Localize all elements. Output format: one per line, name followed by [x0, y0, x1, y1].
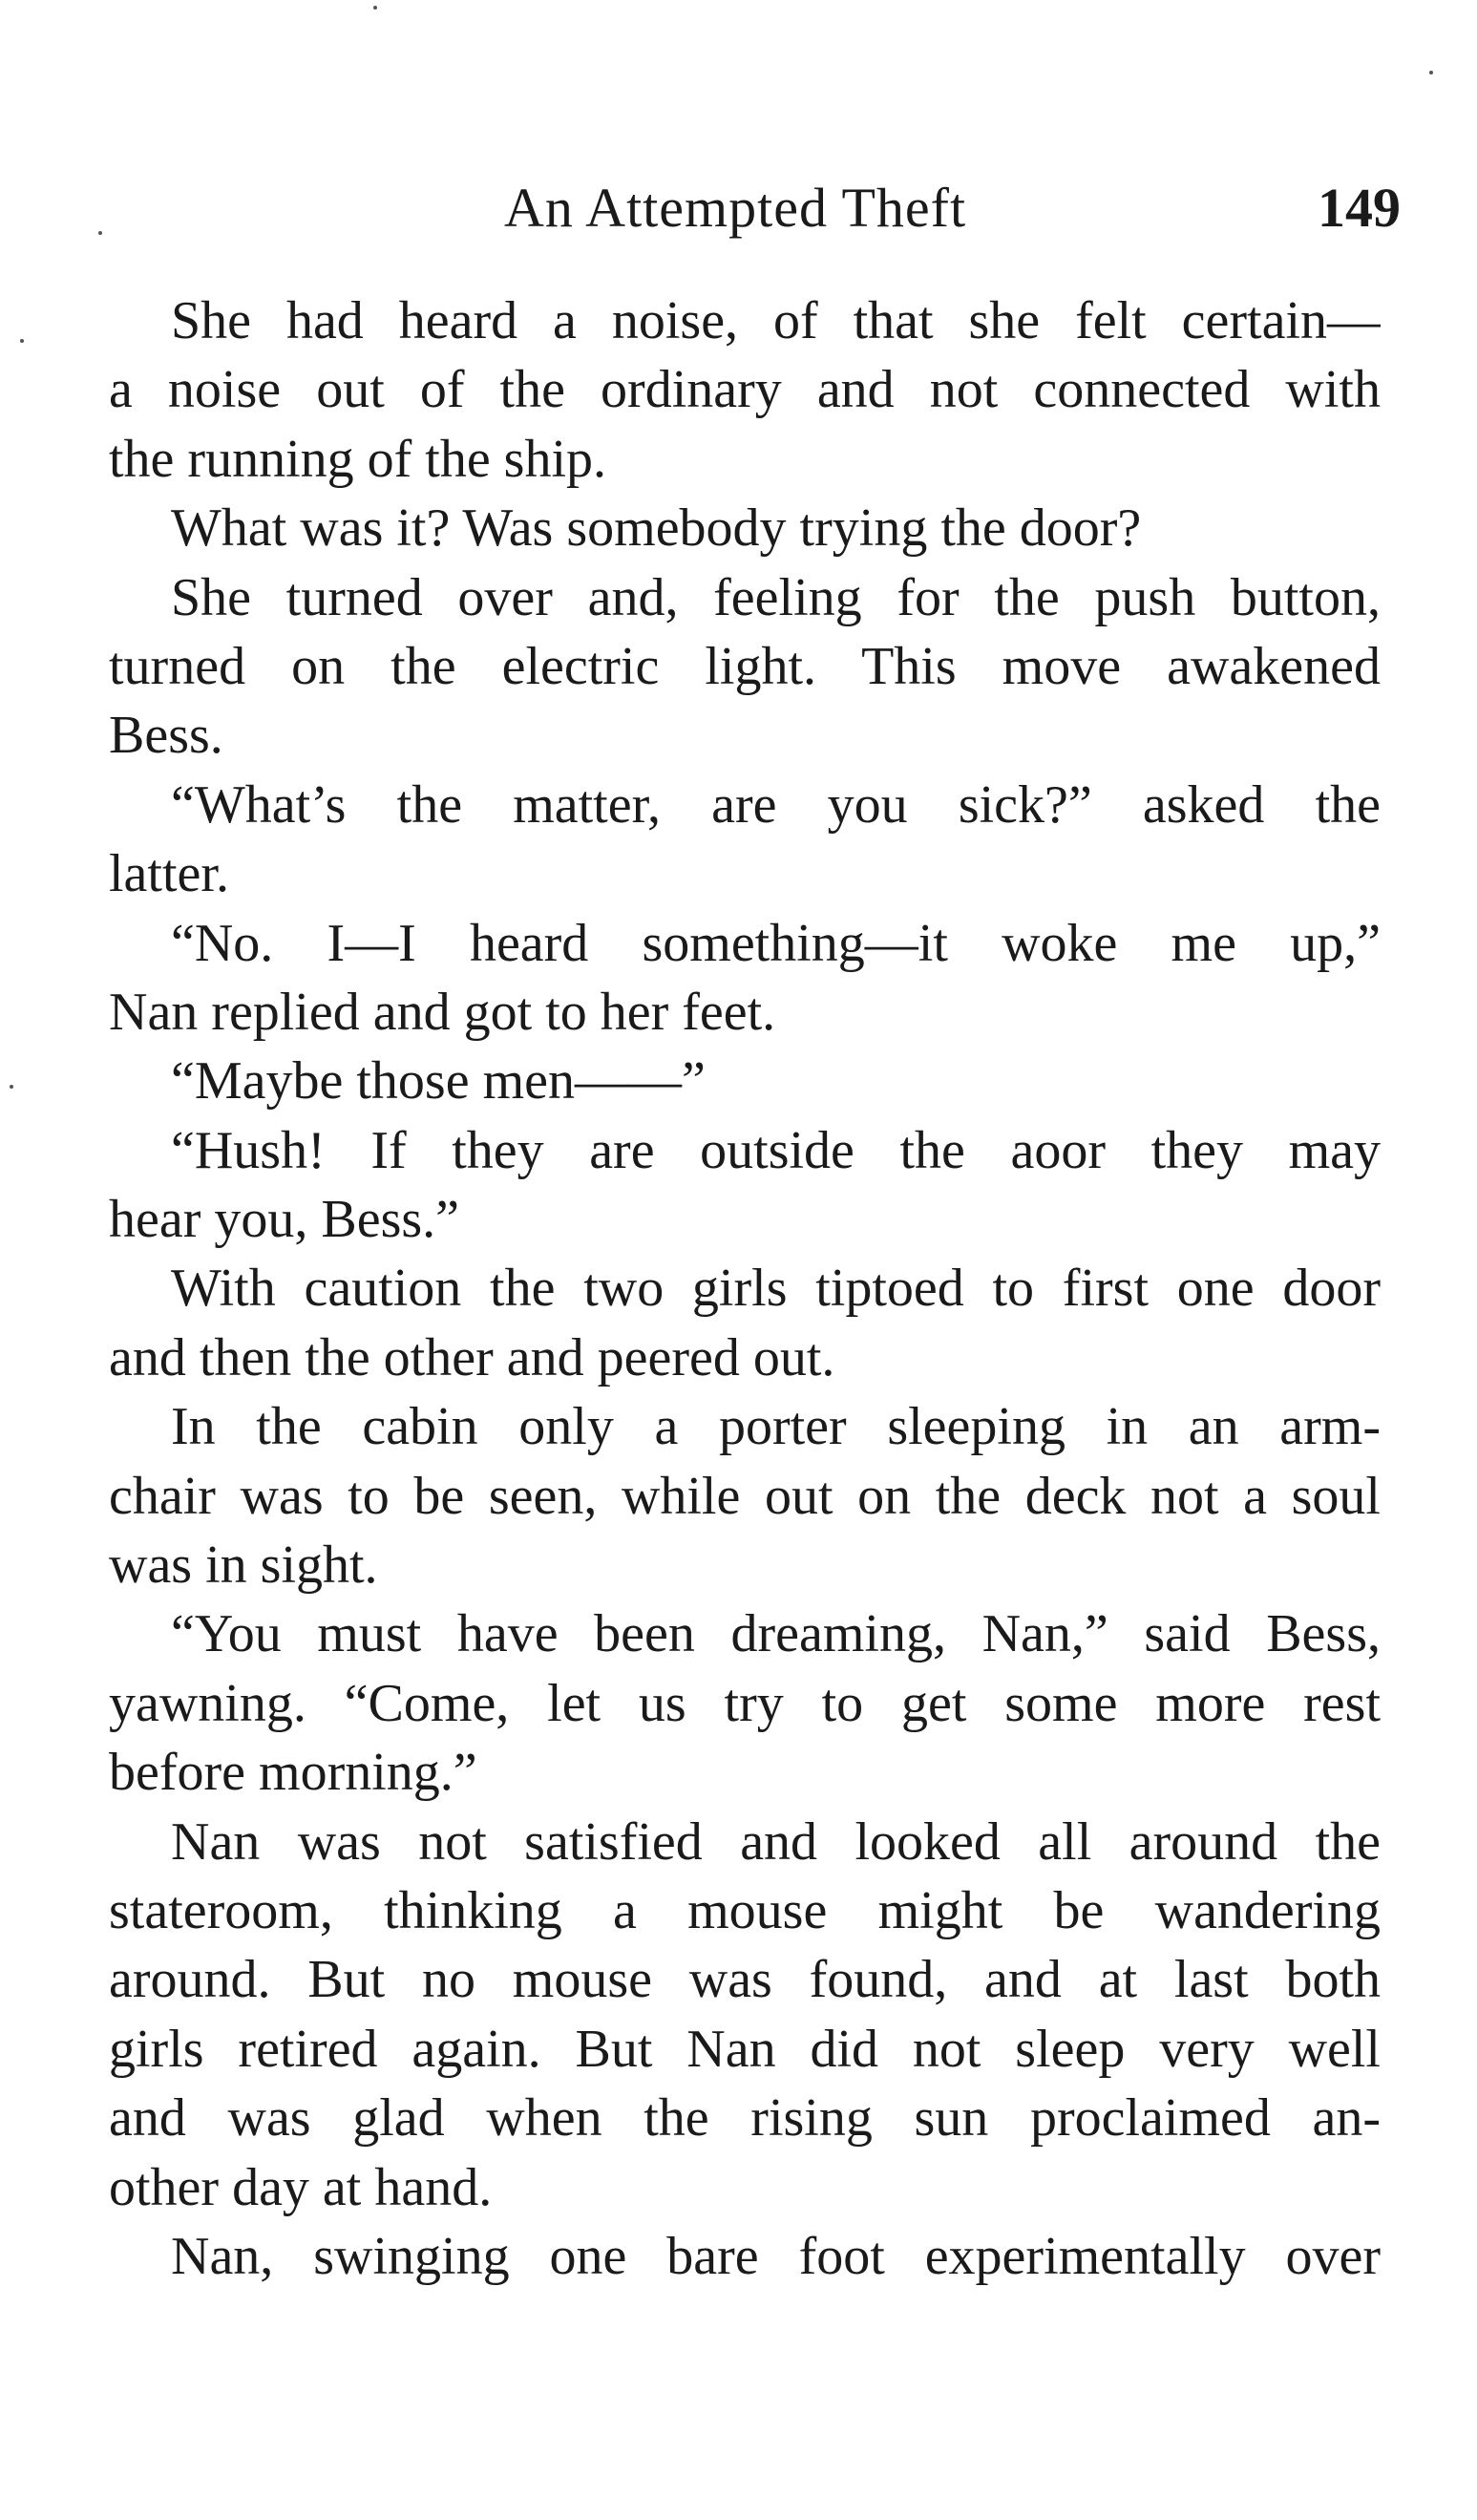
text-line: In the cabin only a porter sleeping in an arm-: [171, 1397, 1381, 1457]
paper-speck: [10, 1085, 13, 1089]
chapter-title: An Attempted Theft: [504, 177, 967, 239]
text-line: “What’s the matter, are you sick?” asked the: [171, 774, 1381, 835]
text-line: Bess.: [109, 706, 223, 766]
text-line: “Hush! If they are outside the aoor they may: [171, 1120, 1381, 1180]
text-line: With caution the two girls tiptoed to first one door: [171, 1259, 1381, 1319]
text-line: “Maybe those men——”: [171, 1051, 706, 1112]
text-line: a noise out of the ordinary and not connected with: [109, 360, 1381, 420]
text-line: Nan, swinging one bare foot experimentally over: [171, 2226, 1381, 2286]
text-line: and was glad when the rising sun proclaimed an-: [109, 2088, 1381, 2149]
text-line: was in sight.: [109, 1535, 378, 1596]
paper-speck: [1429, 71, 1433, 74]
text-line: before morning.”: [109, 1743, 477, 1803]
paper-speck: [373, 6, 377, 10]
text-line: latter.: [109, 844, 229, 904]
body-text: [109, 286, 1381, 2291]
text-line: hear you, Bess.”: [109, 1190, 460, 1250]
paper-speck: [20, 339, 24, 343]
text-line: stateroom, thinking a mouse might be wandering: [109, 1880, 1381, 1940]
text-line: “You must have been dreaming, Nan,” said Bess,: [171, 1604, 1381, 1664]
text-line: Nan was not satisfied and looked all around the: [171, 1811, 1381, 1872]
text-line: chair was to be seen, while out on the deck not a soul: [109, 1466, 1381, 1526]
page-number: 149: [1318, 177, 1401, 239]
text-line: other day at hand.: [109, 2157, 493, 2217]
text-line: girls retired again. But Nan did not sleep very well: [109, 2019, 1381, 2079]
text-line: “No. I—I heard something—it woke me up,”: [171, 913, 1381, 973]
text-line: turned on the electric light. This move awakened: [109, 636, 1381, 696]
text-line: What was it? Was somebody trying the door?: [171, 498, 1142, 559]
text-line: and then the other and peered out.: [109, 1327, 835, 1387]
text-line: She turned over and, feeling for the push button,: [171, 567, 1381, 627]
text-line: around. But no mouse was found, and at last both: [109, 1950, 1381, 2010]
text-line: yawning. “Come, let us try to get some more rest: [109, 1673, 1381, 1733]
text-line: Nan replied and got to her feet.: [109, 982, 776, 1042]
running-head: [0, 170, 1477, 246]
text-line: She had heard a noise, of that she felt certain—: [171, 291, 1381, 350]
text-line: the running of the ship.: [109, 429, 607, 489]
